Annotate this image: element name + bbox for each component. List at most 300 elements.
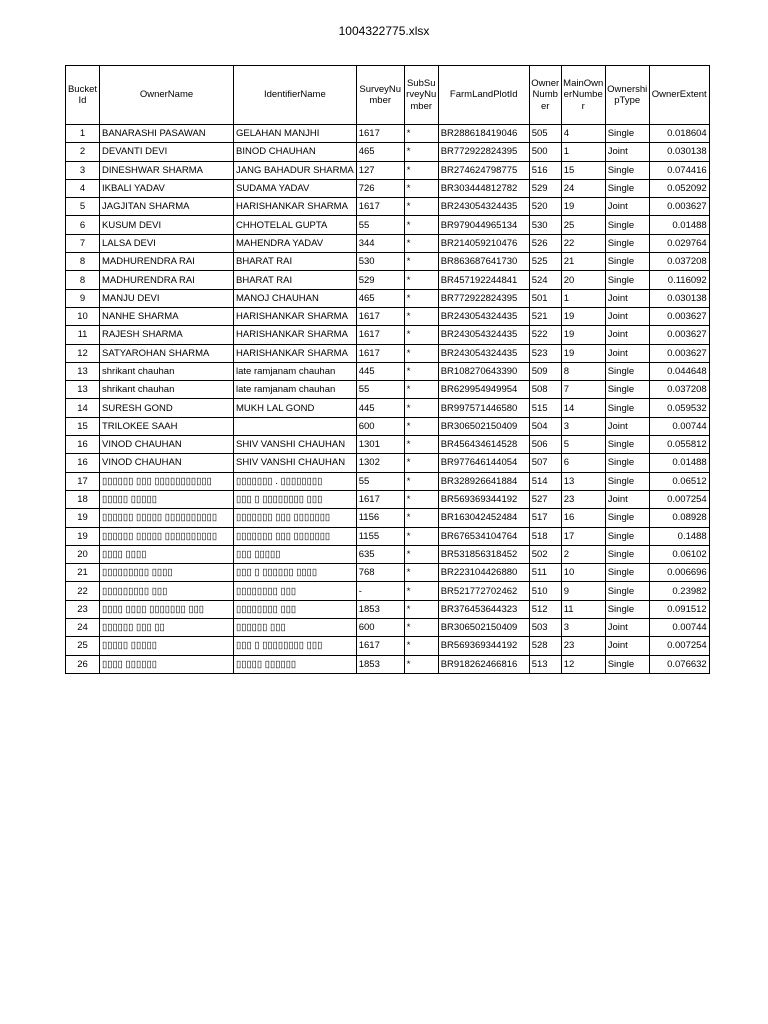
bucket-id-cell: 5 [66,198,100,216]
identifier-name-cell: HARISHANKAR SHARMA [234,344,357,362]
owner-number-cell: 506 [529,436,561,454]
identifier-name-cell: HARISHANKAR SHARMA [234,307,357,325]
owner-name-cell: BANARASHI PASAWAN [100,125,234,143]
table-row [66,289,710,307]
farm-land-plot-id-cell: BR243054324435 [438,344,529,362]
owner-name-cell: IKBALI YADAV [100,179,234,197]
identifier-name-cell: SUDAMA YADAV [234,179,357,197]
column-header: OwnerExtent [649,66,709,125]
identifier-name-cell: BINOD CHAUHAN [234,143,357,161]
owner-number-cell: 517 [529,509,561,527]
identifier-name-cell: JANG BAHADUR SHARMA [234,161,357,179]
farm-land-plot-id-cell: BR997571446580 [438,399,529,417]
table-row [66,545,710,563]
bucket-id-cell: 26 [66,655,100,673]
main-owner-number-cell: 19 [561,307,605,325]
owner-extent-cell: 0.055812 [649,436,709,454]
owner-extent-cell: 0.003627 [649,344,709,362]
main-owner-number-cell: 15 [561,161,605,179]
survey-number-cell: 1155 [356,527,404,545]
column-header: OwnerName [100,66,234,125]
table-row [66,125,710,143]
identifier-name-cell: ▯▯▯▯▯ ▯▯▯▯▯▯ [234,655,357,673]
farm-land-plot-id-cell: BR288618419046 [438,125,529,143]
bucket-id-cell: 2 [66,143,100,161]
sub-survey-number-cell: * [404,582,438,600]
owner-number-cell: 520 [529,198,561,216]
identifier-name-cell: ▯▯▯▯▯▯ ▯▯▯ [234,619,357,637]
owner-number-cell: 500 [529,143,561,161]
owner-name-cell: ▯▯▯▯▯▯ ▯▯▯ ▯▯▯▯▯▯▯▯▯▯▯ [100,472,234,490]
bucket-id-cell: 22 [66,582,100,600]
sub-survey-number-cell: * [404,362,438,380]
main-owner-number-cell: 6 [561,454,605,472]
owner-name-cell: ▯▯▯▯ ▯▯▯▯ ▯▯▯▯▯▯▯ ▯▯▯ [100,600,234,618]
main-owner-number-cell: 19 [561,198,605,216]
ownership-type-cell: Joint [605,344,649,362]
owner-extent-cell: 0.037208 [649,253,709,271]
bucket-id-cell: 16 [66,454,100,472]
sub-survey-number-cell: * [404,326,438,344]
bucket-id-cell: 25 [66,637,100,655]
bucket-id-cell: 11 [66,326,100,344]
table-row [66,344,710,362]
owner-extent-cell: 0.116092 [649,271,709,289]
bucket-id-cell: 23 [66,600,100,618]
owner-name-cell: NANHE SHARMA [100,307,234,325]
bucket-id-cell: 24 [66,619,100,637]
owner-name-cell: shrikant chauhan [100,381,234,399]
main-owner-number-cell: 24 [561,179,605,197]
owner-name-cell: ▯▯▯▯▯▯ ▯▯▯▯▯ ▯▯▯▯▯▯▯▯▯▯ [100,509,234,527]
owner-name-cell: TRILOKEE SAAH [100,417,234,435]
identifier-name-cell: late ramjanam chauhan [234,362,357,380]
bucket-id-cell: 9 [66,289,100,307]
ownership-type-cell: Single [605,454,649,472]
farm-land-plot-id-cell: BR629954949954 [438,381,529,399]
ownership-type-cell: Single [605,253,649,271]
owner-number-cell: 518 [529,527,561,545]
survey-number-cell: 1617 [356,326,404,344]
farm-land-plot-id-cell: BR306502150409 [438,619,529,637]
owner-number-cell: 523 [529,344,561,362]
ownership-type-cell: Single [605,399,649,417]
column-header: SurveyNumber [356,66,404,125]
ownership-type-cell: Joint [605,143,649,161]
sub-survey-number-cell: * [404,509,438,527]
owner-extent-cell: 0.23982 [649,582,709,600]
table-row [66,527,710,545]
column-header: Bucket Id [66,66,100,125]
survey-number-cell: 445 [356,399,404,417]
main-owner-number-cell: 23 [561,490,605,508]
sub-survey-number-cell: * [404,198,438,216]
farm-land-plot-id-cell: BR328926641884 [438,472,529,490]
owner-name-cell: VINOD CHAUHAN [100,436,234,454]
owner-extent-cell: 0.076632 [649,655,709,673]
bucket-id-cell: 20 [66,545,100,563]
bucket-id-cell: 7 [66,234,100,252]
ownership-type-cell: Single [605,600,649,618]
survey-number-cell: 600 [356,619,404,637]
survey-number-cell: 465 [356,289,404,307]
main-owner-number-cell: 13 [561,472,605,490]
main-owner-number-cell: 3 [561,619,605,637]
ownership-type-cell: Single [605,271,649,289]
table-row [66,234,710,252]
owner-extent-cell: 0.003627 [649,307,709,325]
owner-number-cell: 515 [529,399,561,417]
owner-extent-cell: 0.007254 [649,490,709,508]
main-owner-number-cell: 17 [561,527,605,545]
main-owner-number-cell: 7 [561,381,605,399]
sub-survey-number-cell: * [404,381,438,399]
main-owner-number-cell: 20 [561,271,605,289]
owner-name-cell: shrikant chauhan [100,362,234,380]
column-header: FarmLandPlotId [438,66,529,125]
identifier-name-cell: BHARAT RAI [234,271,357,289]
table-row [66,143,710,161]
owner-name-cell: SURESH GOND [100,399,234,417]
table-row [66,399,710,417]
bucket-id-cell: 19 [66,527,100,545]
owner-extent-cell: 0.006696 [649,564,709,582]
bucket-id-cell: 15 [66,417,100,435]
sub-survey-number-cell: * [404,490,438,508]
sub-survey-number-cell: * [404,527,438,545]
farm-land-plot-id-cell: BR772922824395 [438,143,529,161]
sub-survey-number-cell: * [404,307,438,325]
owner-name-cell: ▯▯▯▯▯ ▯▯▯▯▯ [100,637,234,655]
ownership-type-cell: Joint [605,637,649,655]
main-owner-number-cell: 23 [561,637,605,655]
identifier-name-cell: BHARAT RAI [234,253,357,271]
owner-name-cell: ▯▯▯▯ ▯▯▯▯ [100,545,234,563]
page-title: 1004322775.xlsx [338,24,430,38]
identifier-name-cell: MANOJ CHAUHAN [234,289,357,307]
table-row [66,198,710,216]
farm-land-plot-id-cell: BR214059210476 [438,234,529,252]
survey-number-cell: 55 [356,472,404,490]
owner-name-cell: MADHURENDRA RAI [100,271,234,289]
ownership-type-cell: Single [605,216,649,234]
ownership-type-cell: Joint [605,326,649,344]
farm-land-plot-id-cell: BR979044965134 [438,216,529,234]
bucket-id-cell: 12 [66,344,100,362]
survey-number-cell: 529 [356,271,404,289]
owner-number-cell: 526 [529,234,561,252]
header-row [66,66,710,125]
owner-extent-cell: 0.01488 [649,454,709,472]
column-header: IdentifierName [234,66,357,125]
farm-land-plot-id-cell: BR456434614528 [438,436,529,454]
owner-extent-cell: 0.01488 [649,216,709,234]
table-row [66,362,710,380]
bucket-id-cell: 18 [66,490,100,508]
farm-land-plot-id-cell: BR569369344192 [438,490,529,508]
table-row [66,161,710,179]
owner-extent-cell: 0.059532 [649,399,709,417]
owner-extent-cell: 0.003627 [649,198,709,216]
ownership-type-cell: Single [605,362,649,380]
ownership-type-cell: Joint [605,307,649,325]
identifier-name-cell: ▯▯▯▯▯▯▯ ▯▯▯ ▯▯▯▯▯▯▯ [234,509,357,527]
bucket-id-cell: 8 [66,253,100,271]
ownership-type-cell: Single [605,179,649,197]
owner-extent-cell: 0.1488 [649,527,709,545]
main-owner-number-cell: 19 [561,344,605,362]
owner-name-cell: VINOD CHAUHAN [100,454,234,472]
survey-number-cell: 55 [356,381,404,399]
owner-name-cell: ▯▯▯▯▯▯▯▯▯ ▯▯▯▯ [100,564,234,582]
owner-number-cell: 501 [529,289,561,307]
owner-number-cell: 525 [529,253,561,271]
main-owner-number-cell: 21 [561,253,605,271]
survey-number-cell: 127 [356,161,404,179]
farm-land-plot-id-cell: BR376453644323 [438,600,529,618]
survey-number-cell: 1301 [356,436,404,454]
main-owner-number-cell: 14 [561,399,605,417]
owner-number-cell: 502 [529,545,561,563]
sub-survey-number-cell: * [404,289,438,307]
column-header: OwnerNumber [529,66,561,125]
ownership-type-cell: Single [605,161,649,179]
main-owner-number-cell: 3 [561,417,605,435]
owner-number-cell: 513 [529,655,561,673]
sub-survey-number-cell: * [404,564,438,582]
farm-land-plot-id-cell: BR569369344192 [438,637,529,655]
owner-extent-cell: 0.018604 [649,125,709,143]
identifier-name-cell: SHIV VANSHI CHAUHAN [234,454,357,472]
table-row [66,582,710,600]
table-row [66,216,710,234]
column-header: OwnershipType [605,66,649,125]
owner-extent-cell: 0.029764 [649,234,709,252]
owner-number-cell: 524 [529,271,561,289]
identifier-name-cell: CHHOTELAL GUPTA [234,216,357,234]
sub-survey-number-cell: * [404,417,438,435]
owner-extent-cell: 0.00744 [649,417,709,435]
table-row [66,490,710,508]
survey-number-cell: - [356,582,404,600]
sub-survey-number-cell: * [404,161,438,179]
table-row [66,655,710,673]
survey-number-cell: 1617 [356,344,404,362]
table-row [66,179,710,197]
main-owner-number-cell: 5 [561,436,605,454]
survey-number-cell: 344 [356,234,404,252]
identifier-name-cell: ▯▯▯▯▯▯▯▯ ▯▯▯ [234,582,357,600]
ownership-type-cell: Single [605,509,649,527]
table-row [66,381,710,399]
sub-survey-number-cell: * [404,179,438,197]
bucket-id-cell: 6 [66,216,100,234]
owner-number-cell: 512 [529,600,561,618]
owner-name-cell: ▯▯▯▯▯▯ ▯▯▯ ▯▯ [100,619,234,637]
table-row [66,253,710,271]
sub-survey-number-cell: * [404,637,438,655]
bucket-id-cell: 13 [66,362,100,380]
sub-survey-number-cell: * [404,600,438,618]
table-row [66,271,710,289]
identifier-name-cell: ▯▯▯▯▯▯▯ ▯▯▯ ▯▯▯▯▯▯▯ [234,527,357,545]
survey-number-cell: 768 [356,564,404,582]
bucket-id-cell: 10 [66,307,100,325]
owner-number-cell: 514 [529,472,561,490]
sub-survey-number-cell: * [404,125,438,143]
main-owner-number-cell: 10 [561,564,605,582]
sub-survey-number-cell: * [404,216,438,234]
owner-name-cell: ▯▯▯▯▯▯▯▯▯ ▯▯▯ [100,582,234,600]
ownership-type-cell: Single [605,655,649,673]
main-owner-number-cell: 19 [561,326,605,344]
sub-survey-number-cell: * [404,619,438,637]
sub-survey-number-cell: * [404,472,438,490]
table-row [66,619,710,637]
main-owner-number-cell: 4 [561,125,605,143]
farm-land-plot-id-cell: BR243054324435 [438,307,529,325]
identifier-name-cell [234,417,357,435]
identifier-name-cell: ▯▯▯ ▯ ▯▯▯▯▯▯ ▯▯▯▯ [234,564,357,582]
owner-number-cell: 529 [529,179,561,197]
sub-survey-number-cell: * [404,271,438,289]
owner-name-cell: MADHURENDRA RAI [100,253,234,271]
owner-number-cell: 505 [529,125,561,143]
ownership-type-cell: Single [605,381,649,399]
owner-name-cell: SATYAROHAN SHARMA [100,344,234,362]
main-owner-number-cell: 2 [561,545,605,563]
owner-name-cell: MANJU DEVI [100,289,234,307]
survey-number-cell: 1156 [356,509,404,527]
ownership-type-cell: Single [605,564,649,582]
farm-land-plot-id-cell: BR772922824395 [438,289,529,307]
bucket-id-cell: 21 [66,564,100,582]
identifier-name-cell: GELAHAN MANJHI [234,125,357,143]
sub-survey-number-cell: * [404,545,438,563]
survey-number-cell: 1853 [356,655,404,673]
owner-number-cell: 527 [529,490,561,508]
farm-land-plot-id-cell: BR521772702462 [438,582,529,600]
owner-number-cell: 510 [529,582,561,600]
farm-land-plot-id-cell: BR531856318452 [438,545,529,563]
farm-land-plot-id-cell: BR303444812782 [438,179,529,197]
main-owner-number-cell: 8 [561,362,605,380]
owner-number-cell: 530 [529,216,561,234]
sub-survey-number-cell: * [404,436,438,454]
owner-name-cell: ▯▯▯▯▯▯ ▯▯▯▯▯ ▯▯▯▯▯▯▯▯▯▯ [100,527,234,545]
owner-extent-cell: 0.06512 [649,472,709,490]
owner-name-cell: DINESHWAR SHARMA [100,161,234,179]
owner-extent-cell: 0.044648 [649,362,709,380]
owner-extent-cell: 0.00744 [649,619,709,637]
survey-number-cell: 465 [356,143,404,161]
farm-land-plot-id-cell: BR108270643390 [438,362,529,380]
survey-number-cell: 1853 [356,600,404,618]
owner-extent-cell: 0.007254 [649,637,709,655]
main-owner-number-cell: 12 [561,655,605,673]
owner-number-cell: 521 [529,307,561,325]
owner-extent-cell: 0.030138 [649,289,709,307]
table-body [66,125,710,674]
owner-number-cell: 508 [529,381,561,399]
identifier-name-cell: ▯▯▯ ▯▯▯▯▯ [234,545,357,563]
owner-number-cell: 507 [529,454,561,472]
sub-survey-number-cell: * [404,234,438,252]
farm-land-plot-id-cell: BR306502150409 [438,417,529,435]
bucket-id-cell: 1 [66,125,100,143]
owner-extent-cell: 0.06102 [649,545,709,563]
survey-number-cell: 1617 [356,637,404,655]
main-owner-number-cell: 16 [561,509,605,527]
farm-land-plot-id-cell: BR863687641730 [438,253,529,271]
owner-extent-cell: 0.037208 [649,381,709,399]
data-table [65,65,710,674]
ownership-type-cell: Joint [605,289,649,307]
bucket-id-cell: 19 [66,509,100,527]
table-row [66,600,710,618]
owner-name-cell: DEVANTI DEVI [100,143,234,161]
bucket-id-cell: 4 [66,179,100,197]
owner-extent-cell: 0.074416 [649,161,709,179]
owner-name-cell: JAGJITAN SHARMA [100,198,234,216]
farm-land-plot-id-cell: BR274624798775 [438,161,529,179]
owner-extent-cell: 0.030138 [649,143,709,161]
main-owner-number-cell: 9 [561,582,605,600]
farm-land-plot-id-cell: BR977646144054 [438,454,529,472]
farm-land-plot-id-cell: BR243054324435 [438,198,529,216]
main-owner-number-cell: 1 [561,143,605,161]
bucket-id-cell: 17 [66,472,100,490]
survey-number-cell: 1617 [356,490,404,508]
main-owner-number-cell: 25 [561,216,605,234]
identifier-name-cell: ▯▯▯ ▯ ▯▯▯▯▯▯▯▯ ▯▯▯ [234,637,357,655]
owner-extent-cell: 0.052092 [649,179,709,197]
survey-number-cell: 600 [356,417,404,435]
farm-land-plot-id-cell: BR676534104764 [438,527,529,545]
identifier-name-cell: HARISHANKAR SHARMA [234,326,357,344]
owner-number-cell: 503 [529,619,561,637]
owner-name-cell: ▯▯▯▯ ▯▯▯▯▯▯ [100,655,234,673]
main-owner-number-cell: 22 [561,234,605,252]
sub-survey-number-cell: * [404,344,438,362]
survey-number-cell: 1617 [356,307,404,325]
survey-number-cell: 726 [356,179,404,197]
ownership-type-cell: Single [605,472,649,490]
survey-number-cell: 445 [356,362,404,380]
identifier-name-cell: MAHENDRA YADAV [234,234,357,252]
table-row [66,454,710,472]
farm-land-plot-id-cell: BR223104426880 [438,564,529,582]
ownership-type-cell: Single [605,234,649,252]
owner-name-cell: ▯▯▯▯▯ ▯▯▯▯▯ [100,490,234,508]
owner-number-cell: 528 [529,637,561,655]
table-row [66,307,710,325]
table-row [66,509,710,527]
farm-land-plot-id-cell: BR163042452484 [438,509,529,527]
identifier-name-cell: HARISHANKAR SHARMA [234,198,357,216]
survey-number-cell: 1302 [356,454,404,472]
bucket-id-cell: 16 [66,436,100,454]
bucket-id-cell: 3 [66,161,100,179]
table-row [66,637,710,655]
owner-extent-cell: 0.003627 [649,326,709,344]
survey-number-cell: 635 [356,545,404,563]
owner-name-cell: RAJESH SHARMA [100,326,234,344]
owner-extent-cell: 0.091512 [649,600,709,618]
table-row [66,326,710,344]
identifier-name-cell: SHIV VANSHI CHAUHAN [234,436,357,454]
bucket-id-cell: 13 [66,381,100,399]
